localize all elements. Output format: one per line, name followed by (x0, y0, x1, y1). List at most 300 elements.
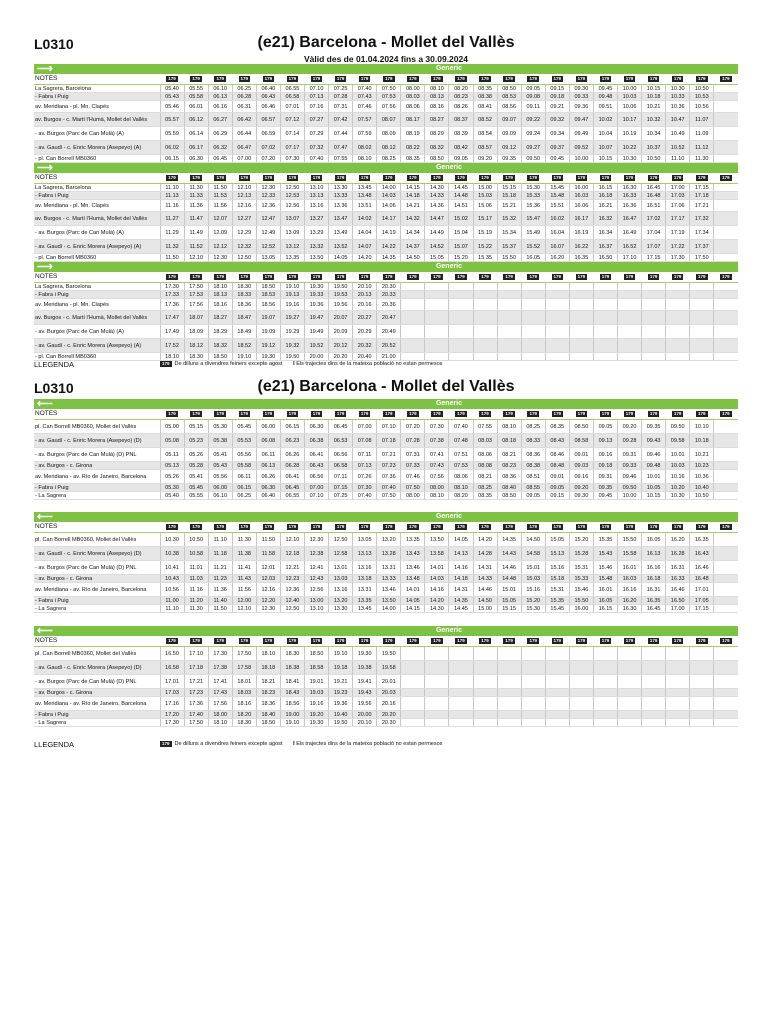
time-cell: 06.15 (280, 420, 304, 434)
time-cell: 19.16 (280, 299, 304, 311)
stop-name: - av. Burgos (Parc de Can Mulà) (A) (34, 127, 160, 141)
time-cell: 18.16 (208, 299, 232, 311)
time-cell (497, 283, 521, 291)
time-cell: 14.05 (449, 533, 473, 547)
time-cell (569, 647, 593, 661)
time-cell: 16.05 (642, 533, 666, 547)
time-cell: 13.16 (353, 561, 377, 575)
time-cell (425, 291, 449, 299)
stop-name: - La Sagrera (34, 719, 160, 727)
direction-cell (34, 626, 160, 636)
day-type-badge: 179 (481, 411, 489, 416)
time-cell: 10.18 (690, 434, 714, 448)
time-cell: 08.23 (449, 93, 473, 101)
time-cell: 10.30 (666, 492, 690, 500)
time-cell: 09.20 (473, 155, 497, 163)
time-cell: 10.07 (593, 141, 617, 155)
note-cell (473, 173, 497, 184)
time-cell: 11.30 (232, 533, 256, 547)
time-cell: 10.04 (593, 127, 617, 141)
time-cell: 14.43 (497, 547, 521, 561)
note-cell (690, 173, 714, 184)
time-cell: 14.01 (401, 583, 425, 597)
time-cell: 14.28 (473, 547, 497, 561)
time-cell: 15.34 (497, 226, 521, 240)
time-cell: 14.13 (449, 547, 473, 561)
time-cell: 18.21 (256, 675, 280, 689)
note-cell (545, 74, 569, 85)
time-cell: 15.35 (473, 254, 497, 262)
note-cell (184, 272, 208, 283)
time-cell: 09.32 (545, 113, 569, 127)
time-cell (521, 719, 545, 727)
day-type-badge: 179 (722, 76, 730, 81)
time-cell: 13.51 (353, 200, 377, 212)
time-cell: 11.33 (184, 192, 208, 200)
time-cell: 09.16 (593, 448, 617, 462)
time-cell: 13.50 (304, 254, 328, 262)
time-cell (569, 339, 593, 353)
note-cell (497, 409, 521, 420)
time-cell: 07.40 (304, 155, 328, 163)
stop-name: - av. Burgos (Parc de Can Mulà) (D) PNL (34, 675, 160, 689)
time-cell (425, 689, 449, 697)
time-cell: 11.43 (232, 575, 256, 583)
time-cell: 17.10 (184, 647, 208, 661)
time-cell (497, 291, 521, 299)
time-cell: 10.30 (617, 155, 641, 163)
time-cell (666, 647, 690, 661)
legend-title-return: LLEGENDA (34, 740, 75, 749)
note-cell (617, 173, 641, 184)
time-cell: 19.10 (280, 283, 304, 291)
time-cell (714, 689, 738, 697)
generic-header-row (34, 512, 738, 522)
time-cell: 11.09 (690, 127, 714, 141)
time-cell: 09.45 (593, 492, 617, 500)
time-cell: 08.51 (521, 470, 545, 484)
day-type-badge: 179 (505, 411, 513, 416)
time-cell: 05.45 (232, 420, 256, 434)
time-cell (449, 689, 473, 697)
time-cell (714, 254, 738, 262)
time-cell: 14.36 (425, 200, 449, 212)
timetable-return-1 (34, 399, 738, 500)
time-cell: 14.46 (497, 561, 521, 575)
time-cell: 12.56 (304, 583, 328, 597)
time-cell: 13.13 (304, 192, 328, 200)
arrow-right-icon: ⟶ (34, 64, 160, 74)
time-cell: 06.12 (184, 113, 208, 127)
note-cell (160, 409, 184, 420)
note-cell (617, 522, 641, 533)
time-cell: 19.50 (377, 647, 401, 661)
time-cell (714, 101, 738, 113)
note-cell (208, 173, 232, 184)
time-cell: 18.00 (208, 711, 232, 719)
time-cell: 12.41 (304, 561, 328, 575)
time-cell: 16.16 (642, 561, 666, 575)
day-type-badge: 179 (649, 175, 658, 180)
note-cell (401, 272, 425, 283)
time-cell: 10.52 (666, 141, 690, 155)
time-cell: 07.36 (377, 470, 401, 484)
table-row (34, 697, 738, 711)
day-type-badge: 179 (457, 638, 465, 643)
time-cell: 05.40 (160, 492, 184, 500)
note-cell (593, 74, 617, 85)
note-cell (521, 173, 545, 184)
day-type-badge: 179 (529, 274, 537, 279)
time-cell: 17.01 (690, 583, 714, 597)
day-type-badge: 179 (216, 76, 224, 81)
time-cell: 15.46 (593, 561, 617, 575)
note-cell (473, 272, 497, 283)
day-type-badge: 179 (722, 175, 730, 180)
note-cell (473, 409, 497, 420)
day-type-badge: 179 (336, 638, 345, 643)
time-cell: 16.47 (617, 212, 641, 226)
time-cell: 07.13 (304, 93, 328, 101)
time-cell: 15.01 (521, 561, 545, 575)
note-cell (690, 272, 714, 283)
table-row (34, 484, 738, 492)
time-cell: 12.30 (304, 533, 328, 547)
time-cell: 07.48 (449, 434, 473, 448)
notes-label: NOTES (34, 409, 160, 420)
time-cell: 06.45 (329, 420, 353, 434)
time-cell: 15.45 (545, 184, 569, 192)
day-type-badge: 179 (722, 411, 730, 416)
day-type-badge: 179 (577, 524, 586, 529)
time-cell (449, 661, 473, 675)
time-cell: 07.50 (401, 484, 425, 492)
time-cell: 13.35 (401, 533, 425, 547)
time-cell: 15.33 (569, 575, 593, 583)
day-type-badge: 179 (384, 76, 393, 81)
note-cell (714, 74, 738, 85)
note-cell (545, 522, 569, 533)
time-cell: 14.04 (353, 226, 377, 240)
time-cell: 06.17 (184, 141, 208, 155)
note-cell (593, 409, 617, 420)
time-cell: 21.00 (377, 353, 401, 361)
time-cell: 07.12 (280, 113, 304, 127)
time-cell: 06.16 (208, 101, 232, 113)
time-cell: 12.10 (184, 254, 208, 262)
time-cell: 10.18 (642, 93, 666, 101)
table-row (34, 192, 738, 200)
time-cell: 09.05 (449, 155, 473, 163)
time-cell: 05.55 (184, 492, 208, 500)
time-cell: 08.25 (473, 484, 497, 492)
time-cell: 09.35 (593, 484, 617, 492)
stop-name: - Fabra i Puig (34, 192, 160, 200)
time-cell: 15.06 (473, 200, 497, 212)
time-cell: 15.31 (569, 561, 593, 575)
stop-name: - av. Burgos (Parc de Can Mulà) (D) PNL (34, 561, 160, 575)
time-cell: 06.02 (160, 141, 184, 155)
time-cell: 08.03 (473, 434, 497, 448)
time-cell: 14.30 (425, 605, 449, 613)
time-cell: 18.33 (232, 291, 256, 299)
time-cell (593, 647, 617, 661)
stop-name: - La Sagrera (34, 492, 160, 500)
generic-label: Generic (160, 399, 738, 409)
note-cell (160, 272, 184, 283)
note-cell (280, 74, 304, 85)
day-type-badge: 179 (577, 411, 586, 416)
day-type-badge: 179 (264, 524, 273, 529)
time-cell: 13.35 (280, 254, 304, 262)
note-cell (353, 272, 377, 283)
day-type-badge: 179 (722, 638, 730, 643)
time-cell: 06.56 (304, 470, 328, 484)
day-type-badge: 179 (288, 638, 297, 643)
time-cell: 15.48 (545, 192, 569, 200)
time-cell: 19.40 (329, 711, 353, 719)
time-cell (401, 299, 425, 311)
time-cell: 17.56 (208, 697, 232, 711)
time-cell: 18.30 (232, 719, 256, 727)
note-cell (521, 522, 545, 533)
time-cell: 09.46 (617, 470, 641, 484)
time-cell: 18.23 (256, 689, 280, 697)
note-cell (160, 522, 184, 533)
time-cell: 14.15 (401, 184, 425, 192)
time-cell: 11.12 (690, 141, 714, 155)
time-cell (593, 283, 617, 291)
time-cell: 14.34 (401, 226, 425, 240)
note-cell (329, 636, 353, 647)
time-cell (521, 283, 545, 291)
time-cell: 11.20 (184, 597, 208, 605)
time-cell: 13.27 (304, 212, 328, 226)
time-cell: 16.13 (642, 547, 666, 561)
time-cell (449, 325, 473, 339)
time-cell: 17.06 (666, 200, 690, 212)
time-cell (593, 689, 617, 697)
time-cell: 19.43 (353, 689, 377, 697)
time-cell: 08.43 (545, 434, 569, 448)
time-cell: 12.50 (280, 184, 304, 192)
time-cell (545, 299, 569, 311)
note-cell (425, 409, 449, 420)
note-cell (304, 173, 328, 184)
day-type-badge: 179 (168, 638, 176, 643)
legend-badge-text: De dilluns a divendres feiners excepte agost (174, 361, 283, 367)
time-cell: 07.51 (449, 448, 473, 462)
time-cell: 19.49 (304, 325, 328, 339)
time-cell: 11.47 (184, 212, 208, 226)
time-cell (593, 325, 617, 339)
stop-name: pl. Can Borrell MB0360, Mollet del Vallès (34, 533, 160, 547)
time-cell (617, 661, 641, 675)
day-type-badge: 179 (457, 274, 465, 279)
note-cell (425, 272, 449, 283)
time-cell: 06.15 (232, 484, 256, 492)
time-cell: 11.36 (184, 200, 208, 212)
time-cell: 14.31 (473, 561, 497, 575)
day-type-badge: 179 (625, 76, 634, 81)
note-cell (256, 409, 280, 420)
direction-cell (34, 163, 160, 173)
day-type-badge: 179 (601, 76, 610, 81)
note-cell (545, 636, 569, 647)
time-cell: 08.00 (425, 484, 449, 492)
time-cell: 10.37 (642, 141, 666, 155)
time-cell: 09.31 (617, 448, 641, 462)
day-type-badge: 179 (698, 638, 706, 643)
time-cell (545, 711, 569, 719)
time-cell: 13.32 (304, 240, 328, 254)
time-cell (593, 711, 617, 719)
time-cell (642, 711, 666, 719)
note-cell (569, 272, 593, 283)
time-cell: 18.50 (256, 283, 280, 291)
time-cell (449, 299, 473, 311)
day-type-badge: 179 (553, 76, 562, 81)
time-cell: 17.03 (666, 192, 690, 200)
day-type-badge: 179 (553, 175, 562, 180)
time-cell: 12.16 (256, 583, 280, 597)
time-cell (545, 311, 569, 325)
time-cell: 20.36 (377, 299, 401, 311)
time-cell: 11.18 (208, 547, 232, 561)
time-cell (666, 311, 690, 325)
time-cell: 14.45 (449, 184, 473, 192)
time-cell: 09.15 (545, 492, 569, 500)
time-cell: 19.56 (353, 697, 377, 711)
time-cell: 06.58 (329, 462, 353, 470)
time-cell: 19.30 (304, 719, 328, 727)
time-cell: 09.35 (497, 155, 521, 163)
time-cell: 14.16 (449, 561, 473, 575)
time-cell: 16.36 (617, 200, 641, 212)
time-cell: 12.47 (256, 212, 280, 226)
time-cell (714, 711, 738, 719)
time-cell: 17.41 (208, 675, 232, 689)
time-cell: 09.24 (521, 127, 545, 141)
time-cell: 12.30 (208, 254, 232, 262)
time-cell: 09.33 (617, 462, 641, 470)
time-cell: 07.26 (353, 470, 377, 484)
time-cell: 11.30 (690, 155, 714, 163)
note-cell (521, 636, 545, 647)
time-cell: 20.29 (353, 325, 377, 339)
time-cell (569, 675, 593, 689)
time-cell: 18.09 (184, 325, 208, 339)
note-cell (208, 409, 232, 420)
time-cell: 08.10 (449, 484, 473, 492)
time-cell: 18.07 (184, 311, 208, 325)
time-cell: 13.46 (377, 583, 401, 597)
time-cell (425, 299, 449, 311)
table-row (34, 434, 738, 448)
time-cell: 12.40 (280, 597, 304, 605)
time-cell (714, 141, 738, 155)
table-row (34, 605, 738, 613)
time-cell: 15.18 (545, 575, 569, 583)
time-cell: 15.58 (617, 547, 641, 561)
day-type-badge: 179 (505, 274, 513, 279)
time-cell: 10.47 (666, 113, 690, 127)
time-cell: 07.21 (377, 448, 401, 462)
time-cell: 07.28 (329, 93, 353, 101)
time-cell: 08.25 (377, 155, 401, 163)
time-cell: 18.50 (208, 353, 232, 361)
table-row (34, 462, 738, 470)
time-cell: 13.58 (425, 547, 449, 561)
time-cell: 08.29 (425, 127, 449, 141)
stop-name: av. Meridiana - pl. Mn. Clapés (34, 101, 160, 113)
day-type-badge: 179 (601, 274, 610, 279)
time-cell: 20.32 (353, 339, 377, 353)
time-cell: 09.15 (545, 85, 569, 93)
time-cell (569, 689, 593, 697)
time-cell (521, 661, 545, 675)
time-cell: 05.00 (160, 420, 184, 434)
time-cell (521, 291, 545, 299)
time-cell: 16.02 (545, 212, 569, 226)
time-cell: 07.46 (353, 101, 377, 113)
stop-name: - Fabra i Puig (34, 93, 160, 101)
note-cell (569, 522, 593, 533)
time-cell: 16.34 (593, 226, 617, 240)
time-cell: 14.33 (425, 192, 449, 200)
time-cell: 07.18 (377, 434, 401, 448)
table-row (34, 291, 738, 299)
time-cell: 14.01 (425, 561, 449, 575)
time-cell: 15.05 (497, 597, 521, 605)
note-cell (690, 409, 714, 420)
time-cell (401, 697, 425, 711)
time-cell: 20.20 (329, 353, 353, 361)
time-cell: 18.16 (232, 697, 256, 711)
time-cell (690, 661, 714, 675)
time-cell: 18.36 (256, 697, 280, 711)
table-row (34, 85, 738, 93)
time-cell (690, 697, 714, 711)
day-type-badge: 179 (288, 524, 297, 529)
time-cell: 15.48 (593, 575, 617, 583)
time-cell: 19.00 (280, 711, 304, 719)
note-cell (353, 74, 377, 85)
day-type-badge: 179 (433, 638, 441, 643)
time-cell (521, 299, 545, 311)
time-cell: 12.09 (208, 226, 232, 240)
arrow-right-icon: ⟶ (34, 163, 160, 173)
time-cell: 06.43 (304, 462, 328, 470)
notes-row (34, 409, 738, 420)
time-cell: 14.35 (449, 597, 473, 605)
time-cell: 17.22 (666, 240, 690, 254)
time-cell: 07.11 (353, 448, 377, 462)
time-cell: 05.38 (208, 434, 232, 448)
time-cell: 16.01 (617, 561, 641, 575)
note-cell (666, 74, 690, 85)
time-cell: 06.26 (280, 448, 304, 462)
time-cell: 19.50 (329, 719, 353, 727)
time-cell (666, 719, 690, 727)
time-cell: 13.45 (353, 184, 377, 192)
time-cell: 20.12 (329, 339, 353, 353)
day-type-badge: 179 (384, 411, 393, 416)
time-cell: 12.30 (256, 184, 280, 192)
time-cell: 16.06 (569, 200, 593, 212)
day-type-badge: 179 (529, 411, 537, 416)
generic-header-row (34, 626, 738, 636)
